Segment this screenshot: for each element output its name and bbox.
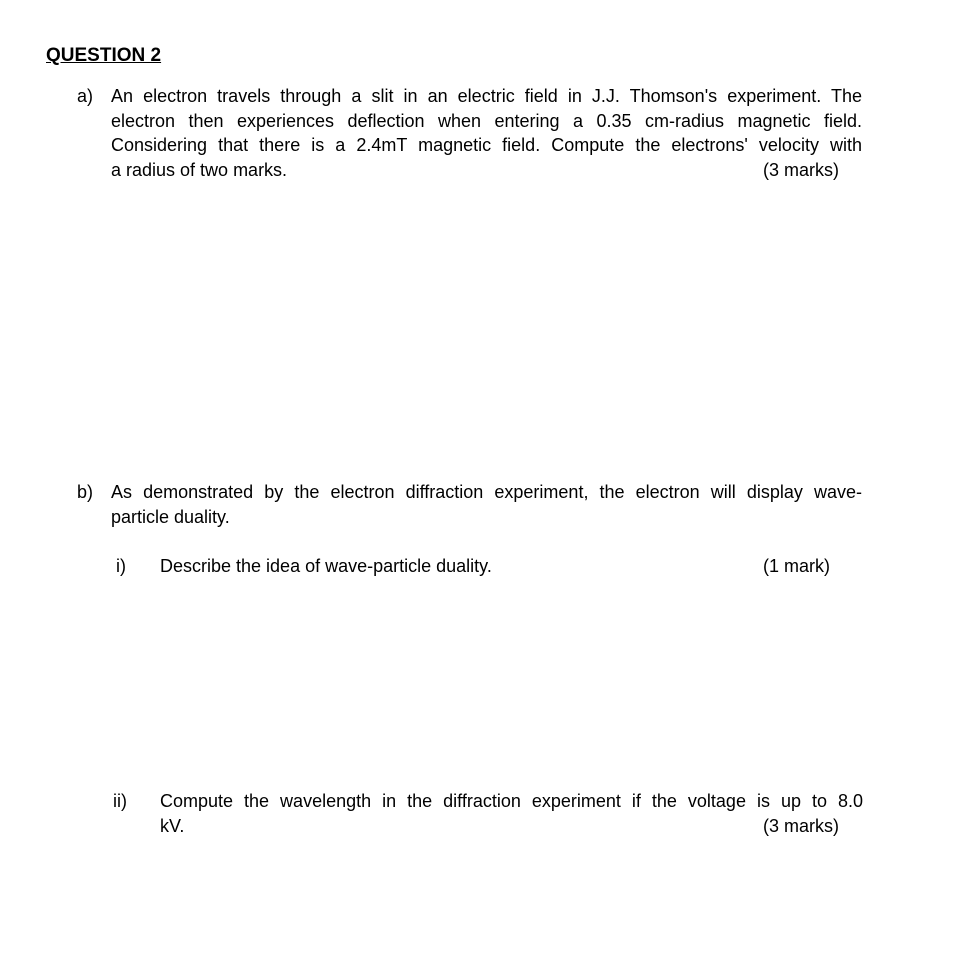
part-a-line: a radius of two marks. bbox=[111, 160, 288, 180]
part-b-i-marks: (1 mark) bbox=[763, 556, 830, 576]
part-b-ii-line: kV. bbox=[160, 816, 185, 836]
part-b-i-label: i) bbox=[116, 556, 126, 576]
part-b-i-text: Describe the idea of wave-particle duality. bbox=[160, 556, 492, 576]
part-b-line: particle duality. bbox=[111, 507, 230, 527]
part-a-line: electron then experiences deflection when entering a 0.35 cm-radius magnetic field. bbox=[111, 111, 862, 131]
part-a-marks: (3 marks) bbox=[763, 160, 839, 180]
part-a-label: a) bbox=[77, 86, 94, 106]
question-title: QUESTION 2 bbox=[46, 45, 162, 66]
part-b-line: As demonstrated by the electron diffraction experiment, the electron will display wave- bbox=[111, 482, 862, 502]
part-a-line: Considering that there is a 2.4mT magnetic field. Compute the electrons' velocity with bbox=[111, 135, 862, 155]
part-b-ii-line: Compute the wavelength in the diffraction experiment if the voltage is up to 8.0 bbox=[160, 791, 863, 811]
part-b-label: b) bbox=[77, 482, 94, 502]
part-b-ii-marks: (3 marks) bbox=[763, 816, 839, 836]
part-a-line: An electron travels through a slit in an electric field in J.J. Thomson's experiment. The bbox=[111, 86, 862, 106]
part-b-ii-label: ii) bbox=[113, 791, 127, 811]
